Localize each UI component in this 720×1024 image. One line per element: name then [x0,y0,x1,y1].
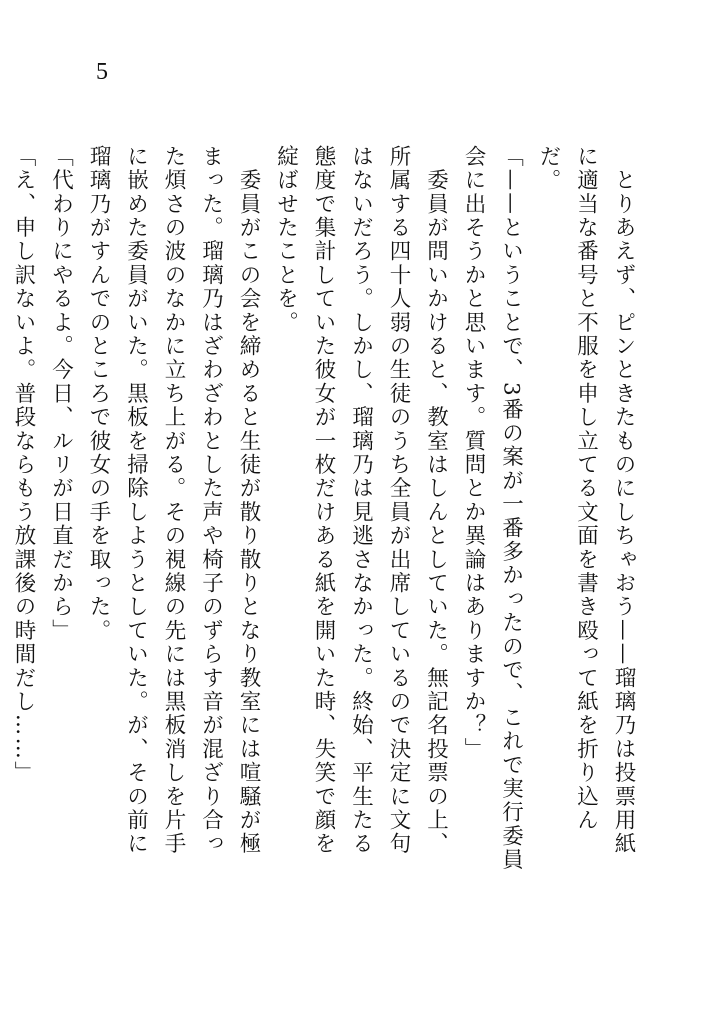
paragraph: とりあえず、ピンときたものにしちゃおう——瑠璃乃は投票用紙に適当な番号と不服を申し立てる文面を書き殴って紙を折り込んだ。 [536,145,636,856]
paragraph: 「代わりにやるよ。今日、ルリが日直だから」 [48,145,74,643]
paragraph: 「え、申し訳ないよ。普段ならもう放課後の時間だし……」 [11,145,36,785]
paragraph [0,145,5,875]
paragraph: 委員がこの会を締めると生徒が散り散りとなり教室には喧騒が極まった。瑠璃乃はざわざわとした声や椅子のずらす音が混ざり合った煩さの波のなかに立ち上がる。その視線の先には黒板消しを片手に嵌めた委員がいた。黒板を掃除しようとしていた。が、その前に瑠璃乃がすんでのところで彼女の手を取った。 [86,145,261,856]
paragraph: 委員が問いかけると、教室はしんとしていた。無記名投票の上、所属する四十人弱の生徒のうち全員が出席しているので決定に文句はないだろう。しかし、瑠璃乃は見逃さなかった。終始、平生たる態度で集計していた彼女が一枚だけある紙を開いた時、失笑で顔を綻ばせたことを。 [273,145,449,856]
vertical-text-body [11,145,642,875]
paragraph: 「——ということで、3番の案が一番多かったので、これで実行委員会に出そうかと思います。質問とか異論はありますか？」 [461,145,524,872]
page-number: 5 [96,59,108,85]
